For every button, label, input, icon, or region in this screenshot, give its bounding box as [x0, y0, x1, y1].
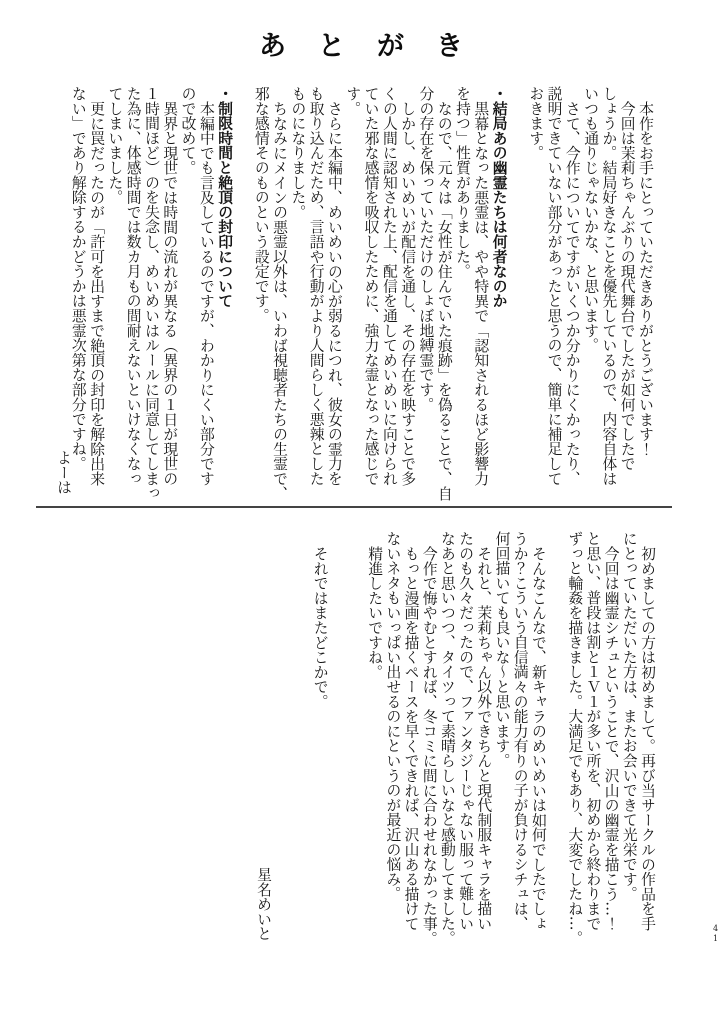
text-line: てしまいました。 [106, 86, 124, 205]
text-line: 初めましての方は初めまして。再び当サークルの作品を手 [639, 545, 656, 931]
upper-afterword [68, 86, 654, 501]
text-line: しょうか。結局好きなことを優先しているので、内容自体は [600, 86, 618, 486]
text-line: も取り込んだため、言語や行動がより人間らしく悪辣とした [307, 86, 325, 486]
text-line: 今作で悔やむとすれば、冬コミに間に合わせれなかった事。 [420, 545, 438, 946]
column-spacer [508, 86, 526, 490]
text-line: 今回は幽霊シチュということで、沢山の幽霊を描こう…！ [602, 545, 620, 931]
text-line: 黒幕となった悪霊は、やや特異で「認知されるほど影響力 [472, 100, 490, 486]
text-line: た為に、体感時間では数カ月もの間耐えないといけなくなっ [124, 86, 142, 486]
text-line: 精進したいですね。 [366, 545, 384, 679]
text-line: 本編中でも言及しているのですが、わかりにくい部分です [197, 100, 215, 486]
text-line: いつも通りじゃないかな、と思います。 [582, 86, 600, 353]
text-line: 本作をお手にとっていただきありがとうございます！ [637, 100, 654, 456]
text-line: ない」であり解除するかどうかは悪霊次第な部分ですね。 [69, 86, 87, 471]
column-spacer [329, 531, 347, 935]
text-line: 説明できていない部分があったと思うので、簡単に補足して [545, 86, 563, 486]
section-heading: ・制限時間と絶頂の封印について [216, 86, 234, 308]
column-spacer [233, 86, 251, 490]
text-line: 邪な感情そのものという設定です。 [252, 86, 270, 323]
text-line: しかし、めいめいが配信を通し、その存在を映すことで多 [399, 100, 417, 486]
text-line: なあと思いつつ、タイツって素晴らしいなと感動してました。 [438, 531, 456, 946]
text-line: 更に罠だったのが「許可を出すまで絶頂の封印を解除出来 [88, 100, 106, 486]
page-title: あとがき [259, 31, 495, 62]
text-line: 分の存在を保っていただけのしょぼ地縛霊です。 [417, 86, 435, 412]
text-line: それと、茉莉ちゃん以外できちんと現代制服キャラを描い [475, 545, 493, 931]
text-line: １時間ほど）のを失念し、めいめいはルールに同意してしまっ [142, 86, 160, 501]
text-line: 今回は茉莉ちゃんぶりの現代舞台でしたが如何でしたで [618, 100, 636, 471]
text-line: ちなみにメインの悪霊以外は、いわば視聴者たちの生霊で、 [271, 100, 289, 501]
text-line: さらに本編中、めいめいの心が弱るにつれ、彼女の霊力を [325, 100, 343, 486]
text-line: ものになりました。 [289, 86, 307, 220]
closing-line: それではまたどこかで。 [311, 545, 329, 709]
text-line: 異界と現世では時間の流れが異なる（異界の１日が現世の [161, 100, 179, 486]
section-heading: ・結局あの幽霊たちは何者なのか [490, 86, 508, 308]
text-line: ないネタもいっぱい出せるのにというのが最近の悩み。 [384, 531, 402, 901]
text-line: なので、元々は「女性が住んでいた痕跡」を偽ることで、自 [435, 100, 453, 501]
author-signature: よーは [55, 450, 72, 495]
text-line: もっと漫画を描くペースを早くできれば、沢山ある描けて [402, 545, 420, 931]
text-line: と思い、普段は割と１Ｖ１が多い所を、初めから終わりまで [584, 531, 602, 931]
text-line: 何回描いても良いな〜と思います。 [493, 531, 511, 768]
section-divider [36, 506, 672, 508]
author-signature: 星名めいと [255, 867, 272, 941]
text-line: ていた邪な感情を吸収したために、強力な霊となった感じで [362, 86, 380, 486]
text-line: を持つ」性質がありました。 [454, 86, 472, 279]
text-line: さて、今作についてですがいくつか分かりにくかったり、 [563, 100, 581, 486]
lower-afterword [310, 531, 656, 946]
column-spacer [547, 531, 565, 935]
text-line: たのも久々だったので、ファンタジーじゃない服って難しい [457, 531, 475, 931]
text-line: くの人間に認知された上、配信を通してめいめいに向けられ [380, 86, 398, 486]
column-spacer [347, 531, 365, 935]
text-line: そんなこんなで、新キャラのめいめいは如何でしたでしょ [529, 545, 547, 931]
text-line: うか？こういう自信満々の能力有りの子が負けるシチュは、 [511, 531, 529, 931]
text-line: す。 [344, 86, 362, 116]
text-line: おきます。 [527, 86, 545, 160]
text-line: ので改めて。 [179, 86, 197, 175]
page-number: 41 [711, 924, 720, 944]
text-line: にとっていただいた方は、またお会いできて光栄です。 [620, 531, 638, 901]
text-line: ずっと輪姦を描きました。大満足でもあり、大変でしたね…。 [566, 531, 584, 946]
